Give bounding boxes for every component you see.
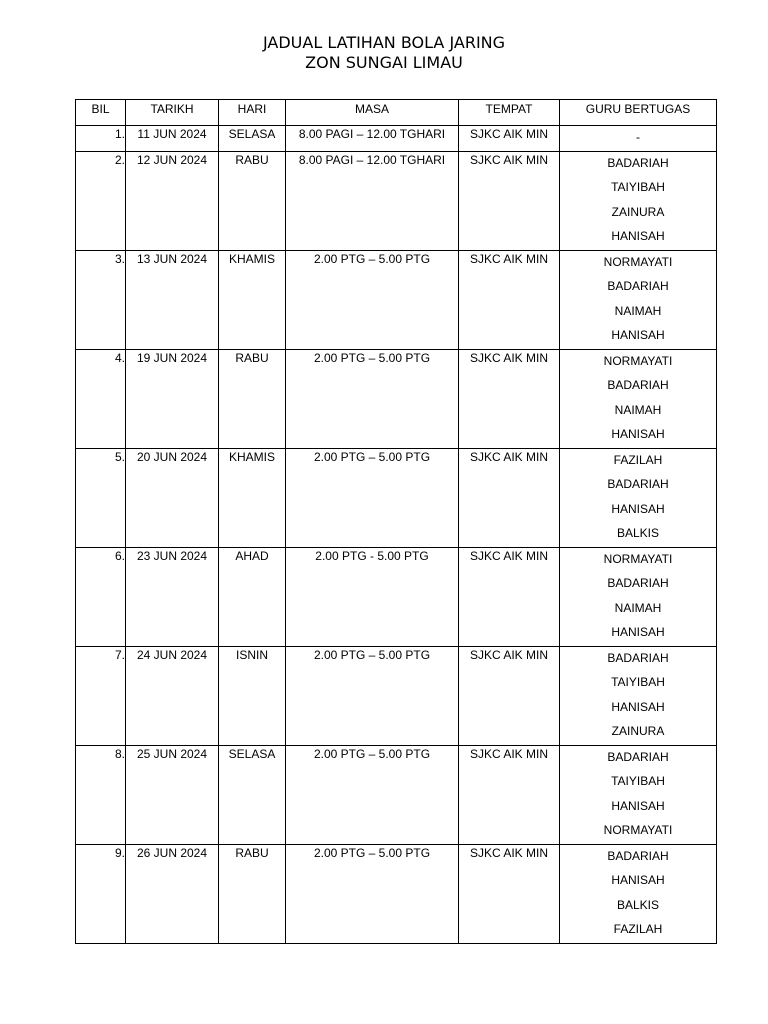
teacher-name: HANISAH xyxy=(611,229,665,243)
cell-tarikh: 26 JUN 2024 xyxy=(126,844,219,943)
teacher-name: NORMAYATI xyxy=(603,551,673,566)
teacher-name: BADARIAH xyxy=(607,378,669,392)
cell-tempat: SJKC AIK MIN xyxy=(459,844,560,943)
table-row xyxy=(76,151,717,250)
cell-masa: 2.00 PTG – 5.00 PTG xyxy=(286,250,459,349)
cell-tarikh: 24 JUN 2024 xyxy=(126,646,219,745)
cell-hari: AHAD xyxy=(219,547,286,646)
header-guru-bertugas: GURU BERTUGAS xyxy=(560,100,717,126)
cell-guru-bertugas xyxy=(560,844,717,943)
cell-hari: RABU xyxy=(219,151,286,250)
cell-tempat: SJKC AIK MIN xyxy=(459,349,560,448)
cell-tarikh: 19 JUN 2024 xyxy=(126,349,219,448)
teacher-name: TAIYIBAH xyxy=(611,180,665,194)
teacher-name: NAIMAH xyxy=(614,303,662,318)
header-hari: HARI xyxy=(219,100,286,126)
table-row xyxy=(76,547,717,646)
teacher-name: HANISAH xyxy=(611,699,665,714)
document-title xyxy=(0,33,768,73)
cell-bil: 4. xyxy=(76,349,126,448)
cell-bil: 9. xyxy=(76,844,126,943)
teacher-name: NORMAYATI xyxy=(603,823,673,837)
cell-bil: 7. xyxy=(76,646,126,745)
table-header-row xyxy=(76,100,717,126)
cell-tarikh: 13 JUN 2024 xyxy=(126,250,219,349)
cell-guru-bertugas xyxy=(560,349,717,448)
table-row xyxy=(76,349,717,448)
table-row xyxy=(76,844,717,943)
teacher-name: BADARIAH xyxy=(607,576,669,590)
table-body xyxy=(76,126,717,944)
cell-tempat: SJKC AIK MIN xyxy=(459,745,560,844)
cell-masa: 2.00 PTG – 5.00 PTG xyxy=(286,349,459,448)
header-tarikh: TARIKH xyxy=(126,100,219,126)
teacher-name: BADARIAH xyxy=(607,155,669,170)
cell-masa: 8.00 PAGI – 12.00 TGHARI xyxy=(286,126,459,152)
cell-hari: SELASA xyxy=(219,745,286,844)
teacher-name: BALKIS xyxy=(616,897,660,912)
cell-bil: 1. xyxy=(76,126,126,152)
teacher-name: BALKIS xyxy=(616,526,660,540)
cell-tarikh: 20 JUN 2024 xyxy=(126,448,219,547)
cell-bil: 6. xyxy=(76,547,126,646)
header-tempat: TEMPAT xyxy=(459,100,560,126)
table-row xyxy=(76,126,717,152)
teacher-name: BADARIAH xyxy=(607,650,669,665)
cell-tarikh: 11 JUN 2024 xyxy=(126,126,219,152)
cell-guru-bertugas xyxy=(560,547,717,646)
cell-bil: 8. xyxy=(76,745,126,844)
teacher-name: HANISAH xyxy=(611,501,665,516)
teacher-name: FAZILAH xyxy=(613,452,663,467)
cell-tarikh: 25 JUN 2024 xyxy=(126,745,219,844)
cell-tempat: SJKC AIK MIN xyxy=(459,646,560,745)
cell-hari: KHAMIS xyxy=(219,448,286,547)
cell-hari: RABU xyxy=(219,844,286,943)
teacher-name: TAIYIBAH xyxy=(611,675,665,689)
teacher-name: BADARIAH xyxy=(607,477,669,491)
table-row xyxy=(76,448,717,547)
cell-hari: KHAMIS xyxy=(219,250,286,349)
cell-hari: ISNIN xyxy=(219,646,286,745)
cell-tempat: SJKC AIK MIN xyxy=(459,250,560,349)
table-row xyxy=(76,745,717,844)
teacher-name: HANISAH xyxy=(611,798,665,813)
cell-masa: 2.00 PTG – 5.00 PTG xyxy=(286,448,459,547)
cell-masa: 2.00 PTG – 5.00 PTG xyxy=(286,844,459,943)
cell-tempat: SJKC AIK MIN xyxy=(459,448,560,547)
teacher-name: TAIYIBAH xyxy=(611,774,665,788)
cell-masa: 2.00 PTG - 5.00 PTG xyxy=(286,547,459,646)
teacher-name: BADARIAH xyxy=(607,749,669,764)
cell-guru-bertugas xyxy=(560,646,717,745)
teacher-name: NORMAYATI xyxy=(603,254,673,269)
cell-bil: 3. xyxy=(76,250,126,349)
teacher-name: HANISAH xyxy=(611,328,665,342)
cell-guru-bertugas xyxy=(560,745,717,844)
teacher-name: ZAINURA xyxy=(611,724,665,738)
header-masa: MASA xyxy=(286,100,459,126)
cell-masa: 8.00 PAGI – 12.00 TGHARI xyxy=(286,151,459,250)
teacher-name: - xyxy=(636,130,640,144)
cell-tarikh: 12 JUN 2024 xyxy=(126,151,219,250)
cell-hari: RABU xyxy=(219,349,286,448)
cell-masa: 2.00 PTG – 5.00 PTG xyxy=(286,745,459,844)
teacher-name: NAIMAH xyxy=(614,600,662,615)
cell-tempat: SJKC AIK MIN xyxy=(459,126,560,152)
cell-tempat: SJKC AIK MIN xyxy=(459,151,560,250)
teacher-name: BADARIAH xyxy=(607,279,669,293)
table-row xyxy=(76,250,717,349)
cell-guru-bertugas xyxy=(560,126,717,152)
teacher-name: NAIMAH xyxy=(614,402,662,417)
cell-guru-bertugas xyxy=(560,250,717,349)
teacher-name: ZAINURA xyxy=(611,204,665,219)
table-row xyxy=(76,646,717,745)
cell-bil: 2. xyxy=(76,151,126,250)
cell-guru-bertugas xyxy=(560,448,717,547)
schedule-table xyxy=(75,99,717,944)
title-line-2: ZON SUNGAI LIMAU xyxy=(305,53,463,72)
teacher-name: HANISAH xyxy=(611,427,665,441)
teacher-name: BADARIAH xyxy=(607,848,669,863)
cell-guru-bertugas xyxy=(560,151,717,250)
cell-hari: SELASA xyxy=(219,126,286,152)
teacher-name: NORMAYATI xyxy=(603,353,673,368)
teacher-name: HANISAH xyxy=(611,873,665,887)
title-line-1: JADUAL LATIHAN BOLA JARING xyxy=(262,33,506,52)
header-bil: BIL xyxy=(76,100,126,126)
cell-tempat: SJKC AIK MIN xyxy=(459,547,560,646)
teacher-name: HANISAH xyxy=(611,625,665,639)
cell-bil: 5. xyxy=(76,448,126,547)
cell-tarikh: 23 JUN 2024 xyxy=(126,547,219,646)
teacher-name: FAZILAH xyxy=(613,922,663,936)
cell-masa: 2.00 PTG – 5.00 PTG xyxy=(286,646,459,745)
